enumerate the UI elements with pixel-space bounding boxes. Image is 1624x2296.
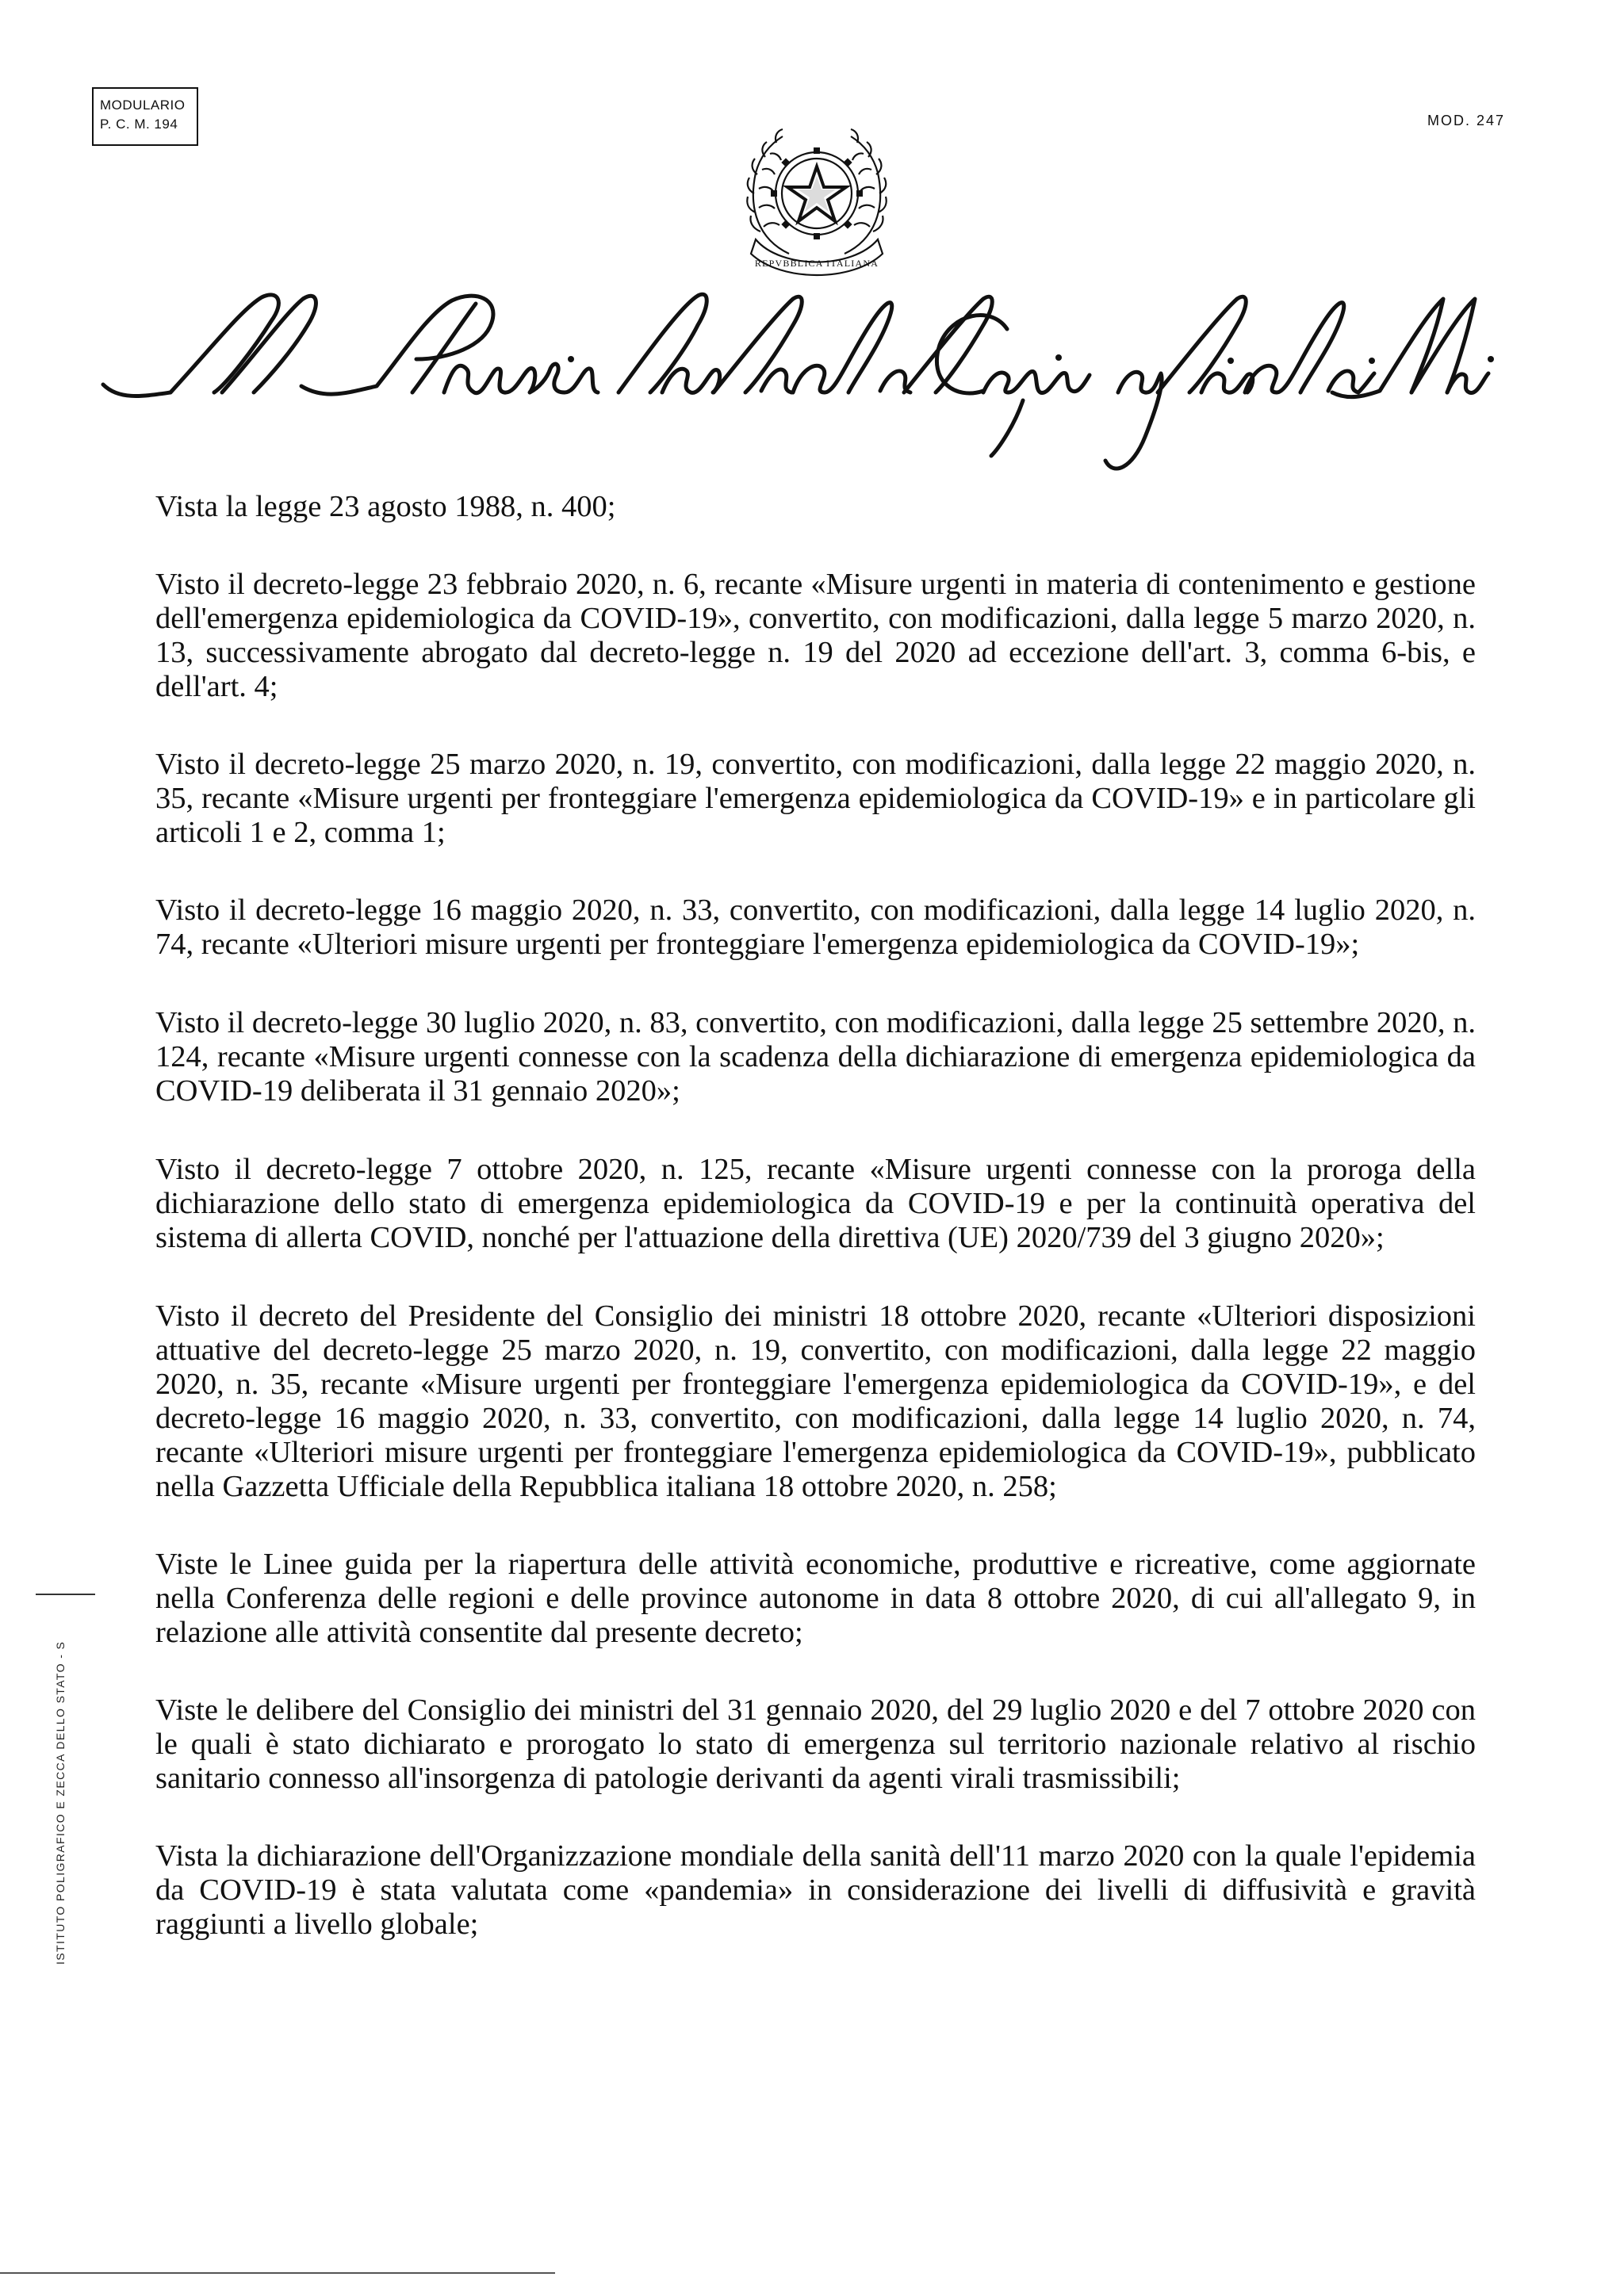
paragraph: Visto il decreto-legge 23 febbraio 2020, n. 6, recante «Misure urgenti in materia di contenimento e gestione dell'emergenza epidemiologica da COVID-19», convertito, con modificazioni, dalla legge 5 marzo 2020, n. 13, successivamente abrogato dal decreto-legge n. 19 del 2020 ad eccezione dell'art. 3, comma 6-bis, e dell'art. 4; bbox=[155, 568, 1476, 703]
form-code-line1: MODULARIO bbox=[100, 98, 186, 113]
emblem-ribbon-text: REPVBBLICA ITALIANA bbox=[754, 258, 879, 269]
paragraph: Viste le Linee guida per la riapertura delle attività economiche, produttive e ricreative, come aggiornate nella Conferenza delle regioni e delle province autonome in data 8 ottobre 2020, di cui all'allegato 9, in relazione alle attività consentite dal presente decreto; bbox=[155, 1548, 1476, 1649]
paragraph: Visto il decreto-legge 30 luglio 2020, n. 83, convertito, con modificazioni, dalla legge 25 settembre 2020, n. 124, recante «Misure urgenti connesse con la scadenza della dichiarazione di emergenza epidemiologica da COVID-19 deliberata il 31 gennaio 2020»; bbox=[155, 1006, 1476, 1108]
bottom-divider bbox=[0, 2272, 555, 2274]
document-body bbox=[155, 490, 1476, 1942]
model-code: MOD. 247 bbox=[1427, 113, 1506, 128]
margin-divider bbox=[36, 1594, 95, 1595]
printer-imprint: ISTITUTO POLIGRAFICO E ZECCA DELLO STATO - S bbox=[54, 1640, 67, 1965]
paragraph: Visto il decreto del Presidente del Consiglio dei ministri 18 ottobre 2020, recante «Ulteriori disposizioni attuative del decreto-legge 25 marzo 2020, n. 19, convertito, con modificazioni, dalla legge 22 maggio 2020, n. 35, recante «Misure urgenti per fronteggiare l'emergenza epidemiologica da COVID-19», e del decreto-legge 16 maggio 2020, n. 33, convertito, con modificazioni, dalla legge 14 luglio 2020, n. 74, recante «Ulteriori misure urgenti per fronteggiare l'emergenza epidemiologica da COVID-19», pubblicato nella Gazzetta Ufficiale della Repubblica italiana 18 ottobre 2020, n. 258; bbox=[155, 1299, 1476, 1503]
form-code-line2: P. C. M. 194 bbox=[100, 117, 178, 132]
paragraph: Vista la dichiarazione dell'Organizzazione mondiale della sanità dell'11 marzo 2020 con la quale l'epidemia da COVID-19 è stata valutata come «pandemia» in considerazione dei livelli di diffusività e gravità raggiunti a livello globale; bbox=[155, 1839, 1476, 1941]
paragraph: Visto il decreto-legge 16 maggio 2020, n. 33, convertito, con modificazioni, dalla legge 14 luglio 2020, n. 74, recante «Ulteriori misure urgenti per fronteggiare l'emergenza epidemiologica da COVID-19»; bbox=[155, 894, 1476, 961]
paragraph: Viste le delibere del Consiglio dei ministri del 31 gennaio 2020, del 29 luglio 2020 e del 7 ottobre 2020 con le quali è stato dichiarato e prorogato lo stato di emergenza sul territorio nazionale relativo al rischio sanitario connesso all'insorgenza di patologie derivanti da agenti virali trasmissibili; bbox=[155, 1693, 1476, 1795]
form-code-box bbox=[92, 87, 198, 146]
paragraph: Visto il decreto-legge 25 marzo 2020, n. 19, convertito, con modificazioni, dalla legge 22 maggio 2020, n. 35, recante «Misure urgenti per fronteggiare l'emergenza epidemiologica da COVID-19» e in particolare gli articoli 1 e 2, comma 1; bbox=[155, 748, 1476, 849]
paragraph: Visto il decreto-legge 7 ottobre 2020, n. 125, recante «Misure urgenti connesse con la proroga della dichiarazione dello stato di emergenza epidemiologica da COVID-19 e per la continuità operativa del sistema di allerta COVID, nonché per l'attuazione della direttiva (UE) 2020/739 del 3 giugno 2020»; bbox=[155, 1153, 1476, 1254]
heading-title bbox=[95, 281, 1507, 488]
emblem-icon bbox=[741, 121, 892, 279]
paragraph: Vista la legge 23 agosto 1988, n. 400; bbox=[155, 490, 616, 523]
